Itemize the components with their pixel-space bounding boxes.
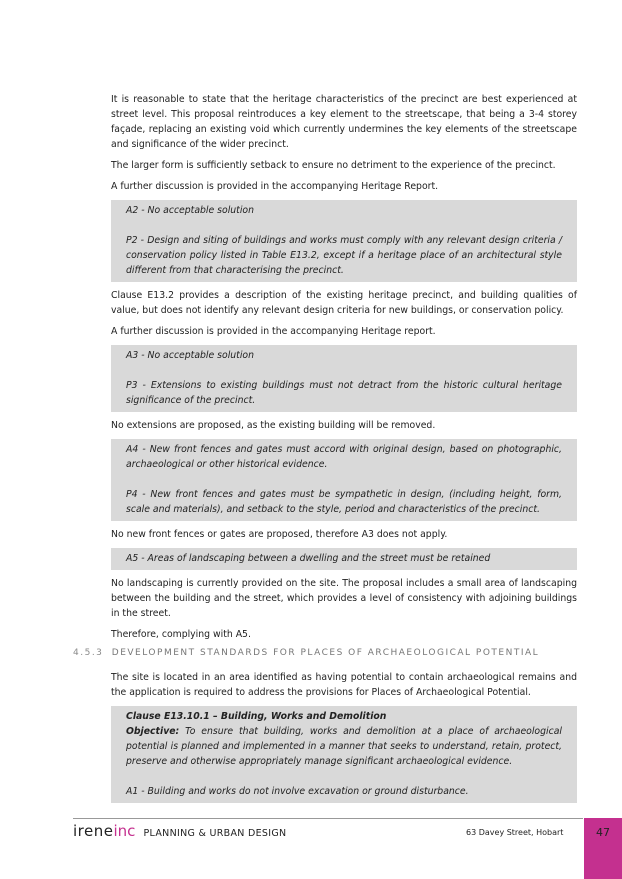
section-heading [73,648,539,658]
paragraph: Therefore, complying with A5. [111,629,251,640]
section-title: DEVELOPMENT STANDARDS FOR PLACES OF ARCHAEOLOGICAL POTENTIAL [111,648,540,658]
section-number: 4.5.3 [73,648,104,658]
brand-name-part1: irene [73,822,114,840]
section-content [111,670,577,809]
paragraph: No extensions are proposed, as the existing building will be removed. [111,420,436,431]
clause-title: Clause E13.10.1 – Building, Works and Demolition [126,711,387,722]
criteria-box-a4 [111,439,577,521]
paragraph: No new front fences or gates are proposed, therefore A3 does not apply. [111,529,448,540]
brand-name-part2: inc [113,822,136,840]
criteria-box-a2 [111,200,577,282]
acceptable-solution: A3 - No acceptable solution [126,350,254,361]
brand-tagline: PLANNING & URBAN DESIGN [143,828,287,839]
criteria-box-a3 [111,345,577,412]
acceptable-solution: A5 - Areas of landscaping between a dwelling and the street must be retained [126,553,491,564]
criteria-box-a5 [111,548,577,570]
paragraph: It is reasonable to state that the heritage characteristics of the precinct are best experienced at street level. This proposal reintroduces a key element to the streetscape, that being a 3-4 storey façade, replacing an existing void which currently undermines the key elements of the streetscape and significance of the wider precinct. [111,94,577,150]
paragraph: A further discussion is provided in the accompanying Heritage report. [111,326,436,337]
objective [126,724,562,769]
acceptable-solution: A1 - Building and works do not involve excavation or ground disturbance. [126,786,469,797]
performance-criteria: P2 - Design and siting of buildings and works must comply with any relevant design criteria / conservation policy listed in Table E13.2, except if a heritage place of an architectural style different from that characterising the precinct. [126,235,562,276]
page-number: 47 [596,826,610,839]
paragraph: The larger form is sufficiently setback to ensure no detriment to the experience of the precinct. [111,160,556,171]
paragraph: A further discussion is provided in the accompanying Heritage Report. [111,181,439,192]
performance-criteria: P3 - Extensions to existing buildings must not detract from the historic cultural heritage significance of the precinct. [126,380,562,406]
objective-text: To ensure that building, works and demolition at a place of archaeological potential is planned and implemented in a manner that seeks to understand, retain, protect, preserve and otherwise appropriately manage significant archaeological evidence. [126,726,562,767]
objective-label: Objective: [126,726,180,737]
paragraph: No landscaping is currently provided on the site. The proposal includes a small area of landscaping between the building and the street, which provides a level of consistency with adjoining buildings in the street. [111,578,577,619]
main-content [111,92,577,648]
footer-brand [73,822,286,840]
acceptable-solution: A2 - No acceptable solution [126,205,254,216]
paragraph: The site is located in an area identified as having potential to contain archaeological remains and the application is required to address the provisions for Places of Archaeological Potential. [111,672,577,698]
performance-criteria: P4 - New front fences and gates must be sympathetic in design, (including height, form, scale and materials), and setback to the style, period and characteristics of the precinct. [126,489,562,515]
acceptable-solution: A4 - New front fences and gates must accord with original design, based on photographic, archaeological or other historical evidence. [126,444,562,470]
footer-divider [73,818,583,819]
paragraph: Clause E13.2 provides a description of the existing heritage precinct, and building qualities of value, but does not identify any relevant design criteria for new buildings, or conservation policy. [111,290,577,316]
footer-address: 63 Davey Street, Hobart [466,828,564,837]
clause-box [111,706,577,803]
